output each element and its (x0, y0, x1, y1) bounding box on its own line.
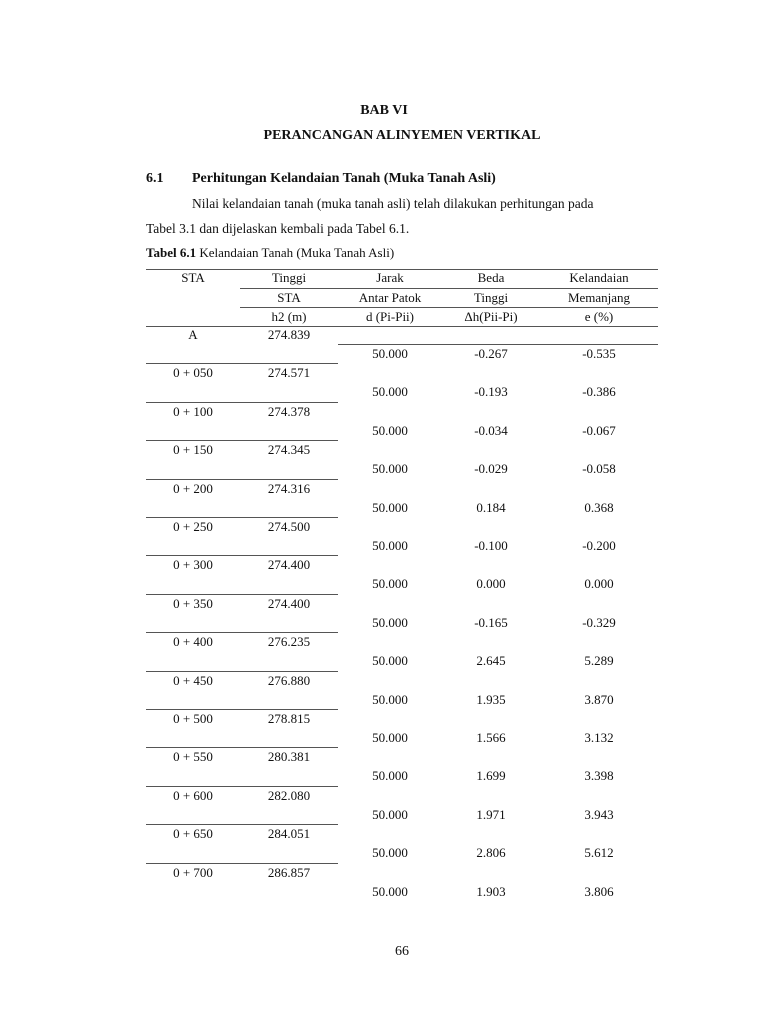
table-header-cell: h2 (m) (271, 309, 307, 324)
station-height: 274.571 (267, 365, 311, 381)
segment-height-diff: 1.903 (476, 883, 506, 899)
segment-slope: -0.329 (582, 614, 616, 630)
station-height: 274.400 (267, 595, 311, 611)
segment-distance: 50.000 (372, 422, 408, 438)
station-height: 274.345 (267, 442, 311, 458)
segment-distance: 50.000 (372, 845, 408, 861)
station-label: 0 + 400 (173, 634, 213, 650)
table-header-cell: STA (181, 270, 205, 285)
station-height: 284.051 (267, 826, 311, 842)
station-height: 282.080 (267, 787, 311, 803)
segment-slope: 5.612 (584, 845, 614, 861)
station-row-rule (146, 555, 338, 556)
station-label: 0 + 200 (173, 480, 213, 496)
segment-height-diff: -0.029 (474, 461, 508, 477)
segment-height-diff: -0.267 (474, 346, 508, 361)
station-height: 280.381 (267, 749, 311, 765)
segment-distance: 50.000 (372, 614, 408, 630)
segment-slope: 3.398 (584, 768, 614, 784)
station-label: 0 + 550 (173, 749, 213, 765)
segment-height-diff: -0.193 (474, 384, 508, 400)
segment-slope: 0.000 (584, 576, 614, 592)
segment-distance: 50.000 (372, 499, 408, 515)
station-row-rule (146, 709, 338, 710)
segment-distance: 50.000 (372, 346, 408, 361)
station-height: 276.880 (267, 672, 311, 688)
chapter-label: BAB VI (360, 103, 408, 118)
station-height: 274.500 (267, 519, 311, 534)
segment-distance: 50.000 (372, 384, 408, 400)
table-header-cell: Tinggi (473, 290, 509, 305)
station-height: 278.815 (267, 711, 311, 726)
station-label: 0 + 350 (173, 595, 213, 611)
station-row-rule (146, 632, 338, 633)
table-header-cell: e (%) (584, 309, 614, 324)
segment-distance: 50.000 (372, 538, 408, 553)
station-label: A (188, 327, 198, 342)
station-height: 274.316 (267, 480, 311, 496)
station-row-rule (146, 517, 338, 518)
header-rule-2 (240, 307, 658, 308)
segment-slope: -0.386 (582, 384, 616, 400)
segment-height-diff: 1.971 (476, 806, 506, 822)
paragraph-line-2: Tabel 3.1 dan dijelaskan kembali pada Tabel 6.1. (146, 221, 410, 236)
station-row-rule (146, 594, 338, 595)
station-label: 0 + 250 (173, 519, 213, 534)
station-row-rule (146, 786, 338, 787)
header-rule-1 (240, 288, 658, 289)
segment-distance: 50.000 (372, 730, 408, 745)
segment-height-diff: 2.806 (476, 845, 506, 861)
segment-height-diff: 2.645 (476, 653, 506, 669)
table-caption-text: Kelandaian Tanah (Muka Tanah Asli) (196, 245, 395, 260)
segment-distance: 50.000 (372, 691, 408, 707)
segment-distance: 50.000 (372, 461, 408, 477)
table-header-cell: Antar Patok (358, 290, 422, 305)
station-height: 274.839 (267, 327, 311, 342)
segment-slope: -0.535 (582, 346, 616, 361)
station-label: 0 + 150 (173, 442, 213, 458)
segment-height-diff: -0.034 (474, 422, 508, 438)
station-label: 0 + 700 (173, 864, 213, 880)
station-row-rule (146, 863, 338, 864)
station-row-rule (146, 671, 338, 672)
station-label: 0 + 600 (173, 787, 213, 803)
station-row-rule (146, 363, 338, 364)
segment-slope: 3.870 (584, 691, 614, 707)
station-height: 274.400 (267, 557, 311, 573)
segment-distance: 50.000 (372, 806, 408, 822)
station-height: 276.235 (267, 634, 311, 650)
chapter-title: PERANCANGAN ALINYEMEN VERTIKAL (263, 128, 541, 143)
segment-height-diff: -0.100 (474, 538, 508, 553)
station-row-rule (146, 440, 338, 441)
segment-distance: 50.000 (372, 576, 408, 592)
segment-slope: -0.058 (582, 461, 616, 477)
station-label: 0 + 300 (173, 557, 213, 573)
section-number: 6.1 (146, 171, 164, 186)
segment-slope: 3.132 (584, 730, 614, 745)
station-label: 0 + 500 (173, 711, 213, 726)
segment-row-rule (338, 344, 658, 345)
table-header-cell: STA (277, 290, 301, 305)
table-header-cell: d (Pi-Pii) (365, 309, 415, 324)
table-header-cell: Kelandaian (569, 270, 629, 285)
table-header-cell: Jarak (376, 270, 404, 285)
station-label: 0 + 450 (173, 672, 213, 688)
segment-distance: 50.000 (372, 653, 408, 669)
section-title: Perhitungan Kelandaian Tanah (Muka Tanah Asli) (192, 171, 496, 186)
table-header-cell: Δh(Pii-Pi) (464, 309, 518, 324)
page-number: 66 (395, 944, 409, 959)
station-height: 286.857 (267, 864, 311, 880)
station-height: 274.378 (267, 403, 311, 419)
table-header-cell: Beda (477, 270, 505, 285)
table-header-cell: Tinggi (271, 270, 307, 285)
station-row-rule (146, 479, 338, 480)
segment-slope: -0.067 (582, 422, 616, 438)
segment-height-diff: 0.184 (476, 499, 506, 515)
paragraph-line-1: Nilai kelandaian tanah (muka tanah asli) telah dilakukan perhitungan pada (192, 196, 594, 211)
station-label: 0 + 650 (173, 826, 213, 842)
table-caption (146, 245, 394, 261)
segment-distance: 50.000 (372, 883, 408, 899)
table-caption-label: Tabel 6.1 (146, 245, 197, 260)
segment-height-diff: -0.165 (474, 614, 508, 630)
segment-slope: 5.289 (584, 653, 614, 669)
station-label: 0 + 100 (173, 403, 213, 419)
station-row-rule (146, 402, 338, 403)
station-label: 0 + 050 (173, 365, 213, 381)
segment-height-diff: 1.699 (476, 768, 506, 784)
segment-height-diff: 1.935 (476, 691, 506, 707)
segment-height-diff: 0.000 (476, 576, 506, 592)
segment-slope: -0.200 (582, 538, 616, 553)
segment-slope: 3.943 (584, 806, 614, 822)
segment-slope: 0.368 (584, 499, 614, 515)
station-row-rule (146, 824, 338, 825)
segment-slope: 3.806 (584, 883, 614, 899)
segment-distance: 50.000 (372, 768, 408, 784)
segment-height-diff: 1.566 (476, 730, 506, 745)
station-row-rule (146, 747, 338, 748)
table-header-cell: Memanjang (567, 290, 631, 305)
